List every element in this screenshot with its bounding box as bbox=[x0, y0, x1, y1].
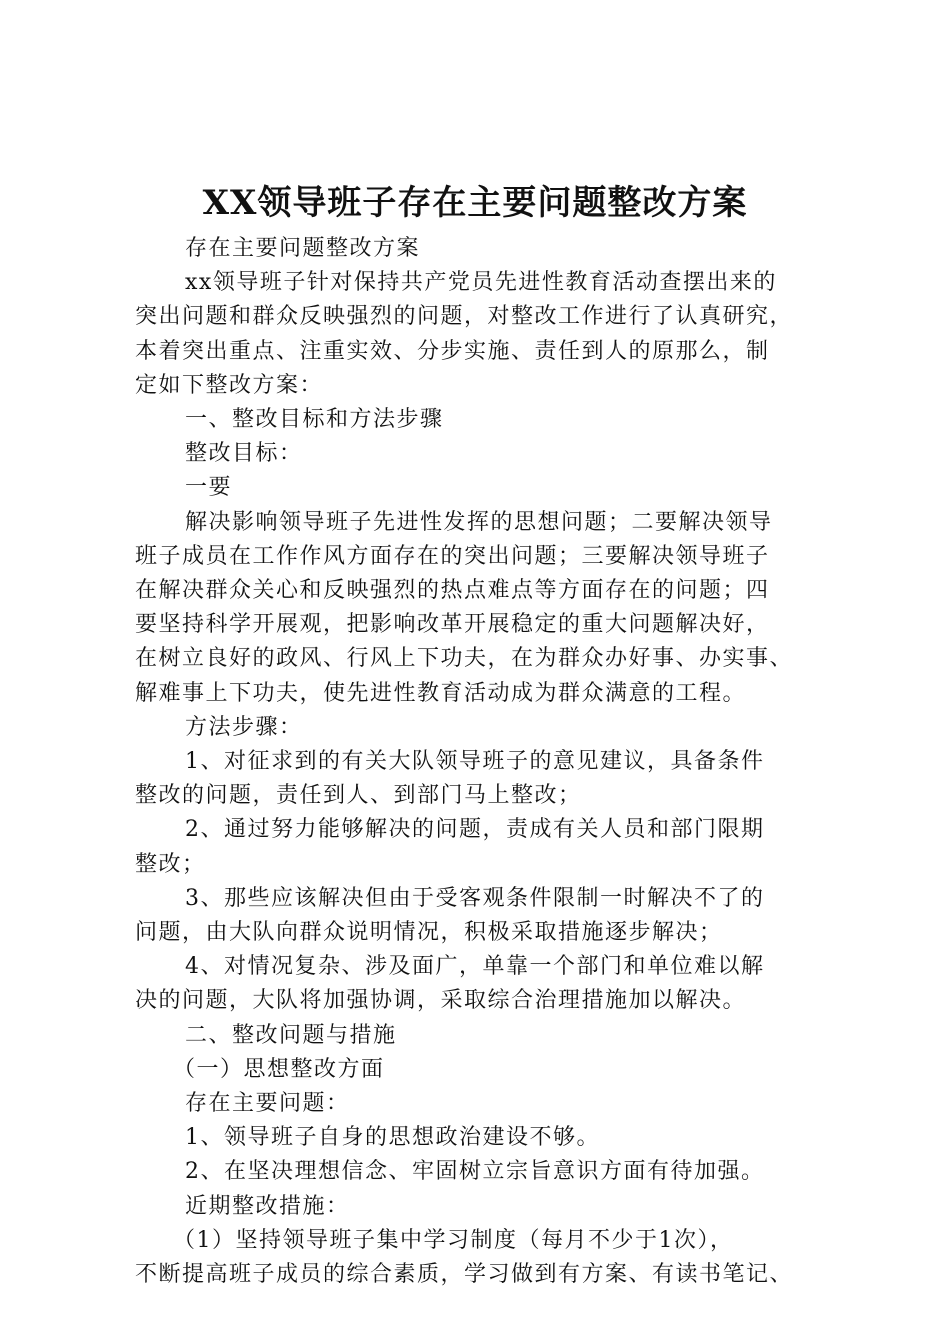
body-line: 定如下整改方案： bbox=[135, 372, 324, 398]
document-title: XX领导班子存在主要问题整改方案 bbox=[202, 183, 748, 223]
body-line: 2、通过努力能够解决的问题，责成有关人员和部门限期 bbox=[185, 817, 765, 843]
body-line: 1、领导班子自身的思想政治建设不够。 bbox=[185, 1125, 600, 1151]
body-line: 存在主要问题整改方案 bbox=[185, 236, 421, 261]
body-line: （1）坚持领导班子集中学习制度（每月不少于1次）， bbox=[173, 1227, 734, 1253]
body-line: 整改的问题，责任到人、到部门马上整改； bbox=[135, 783, 582, 809]
body-line: 在解决群众关心和反映强烈的热点难点等方面存在的问题；四 bbox=[135, 578, 770, 604]
body-line: 突出问题和群众反映强烈的问题，对整改工作进行了认真研究， bbox=[135, 304, 794, 330]
body-line: 整改； bbox=[135, 851, 206, 877]
body-line: 2、在坚决理想信念、牢固树立宗旨意识方面有待加强。 bbox=[185, 1159, 765, 1185]
body-line: 存在主要问题： bbox=[185, 1091, 350, 1117]
body-line: 1、对征求到的有关大队领导班子的意见建议，具备条件 bbox=[185, 749, 765, 775]
body-line: 不断提高班子成员的综合素质，学习做到有方案、有读书笔记、 bbox=[135, 1262, 794, 1288]
body-line: 决的问题，大队将加强协调，采取综合治理措施加以解决。 bbox=[135, 988, 747, 1014]
body-line: （一）思想整改方面 bbox=[173, 1056, 385, 1082]
body-line: 解难事上下功夫，使先进性教育活动成为群众满意的工程。 bbox=[135, 680, 747, 706]
document-body bbox=[135, 232, 835, 1292]
body-line: 一要 bbox=[185, 475, 233, 501]
body-line: 一、整改目标和方法步骤 bbox=[185, 407, 444, 433]
body-line: 解决影响领导班子先进性发挥的思想问题；二要解决领导 bbox=[185, 509, 773, 535]
body-line: 班子成员在工作作风方面存在的突出问题；三要解决领导班子 bbox=[135, 543, 770, 569]
body-line: 4、对情况复杂、涉及面广，单靠一个部门和单位难以解 bbox=[185, 954, 765, 980]
body-line: 要坚持科学开展观，把影响改革开展稳定的重大问题解决好， bbox=[135, 612, 770, 638]
body-line: 二、整改问题与措施 bbox=[185, 1022, 397, 1048]
body-line: xx领导班子针对保持共产党员先进性教育活动查摆出来的 bbox=[185, 270, 777, 296]
body-line: 问题，由大队向群众说明情况，积极采取措施逐步解决； bbox=[135, 920, 723, 946]
body-line: 近期整改措施： bbox=[185, 1193, 350, 1219]
body-line: 整改目标： bbox=[185, 441, 303, 467]
body-line: 方法步骤： bbox=[185, 714, 303, 740]
body-line: 在树立良好的政风、行风上下功夫，在为群众办好事、办实事、 bbox=[135, 646, 794, 672]
body-line: 3、那些应该解决但由于受客观条件限制一时解决不了的 bbox=[185, 885, 765, 911]
body-line: 本着突出重点、注重实效、分步实施、责任到人的原那么，制 bbox=[135, 338, 770, 364]
